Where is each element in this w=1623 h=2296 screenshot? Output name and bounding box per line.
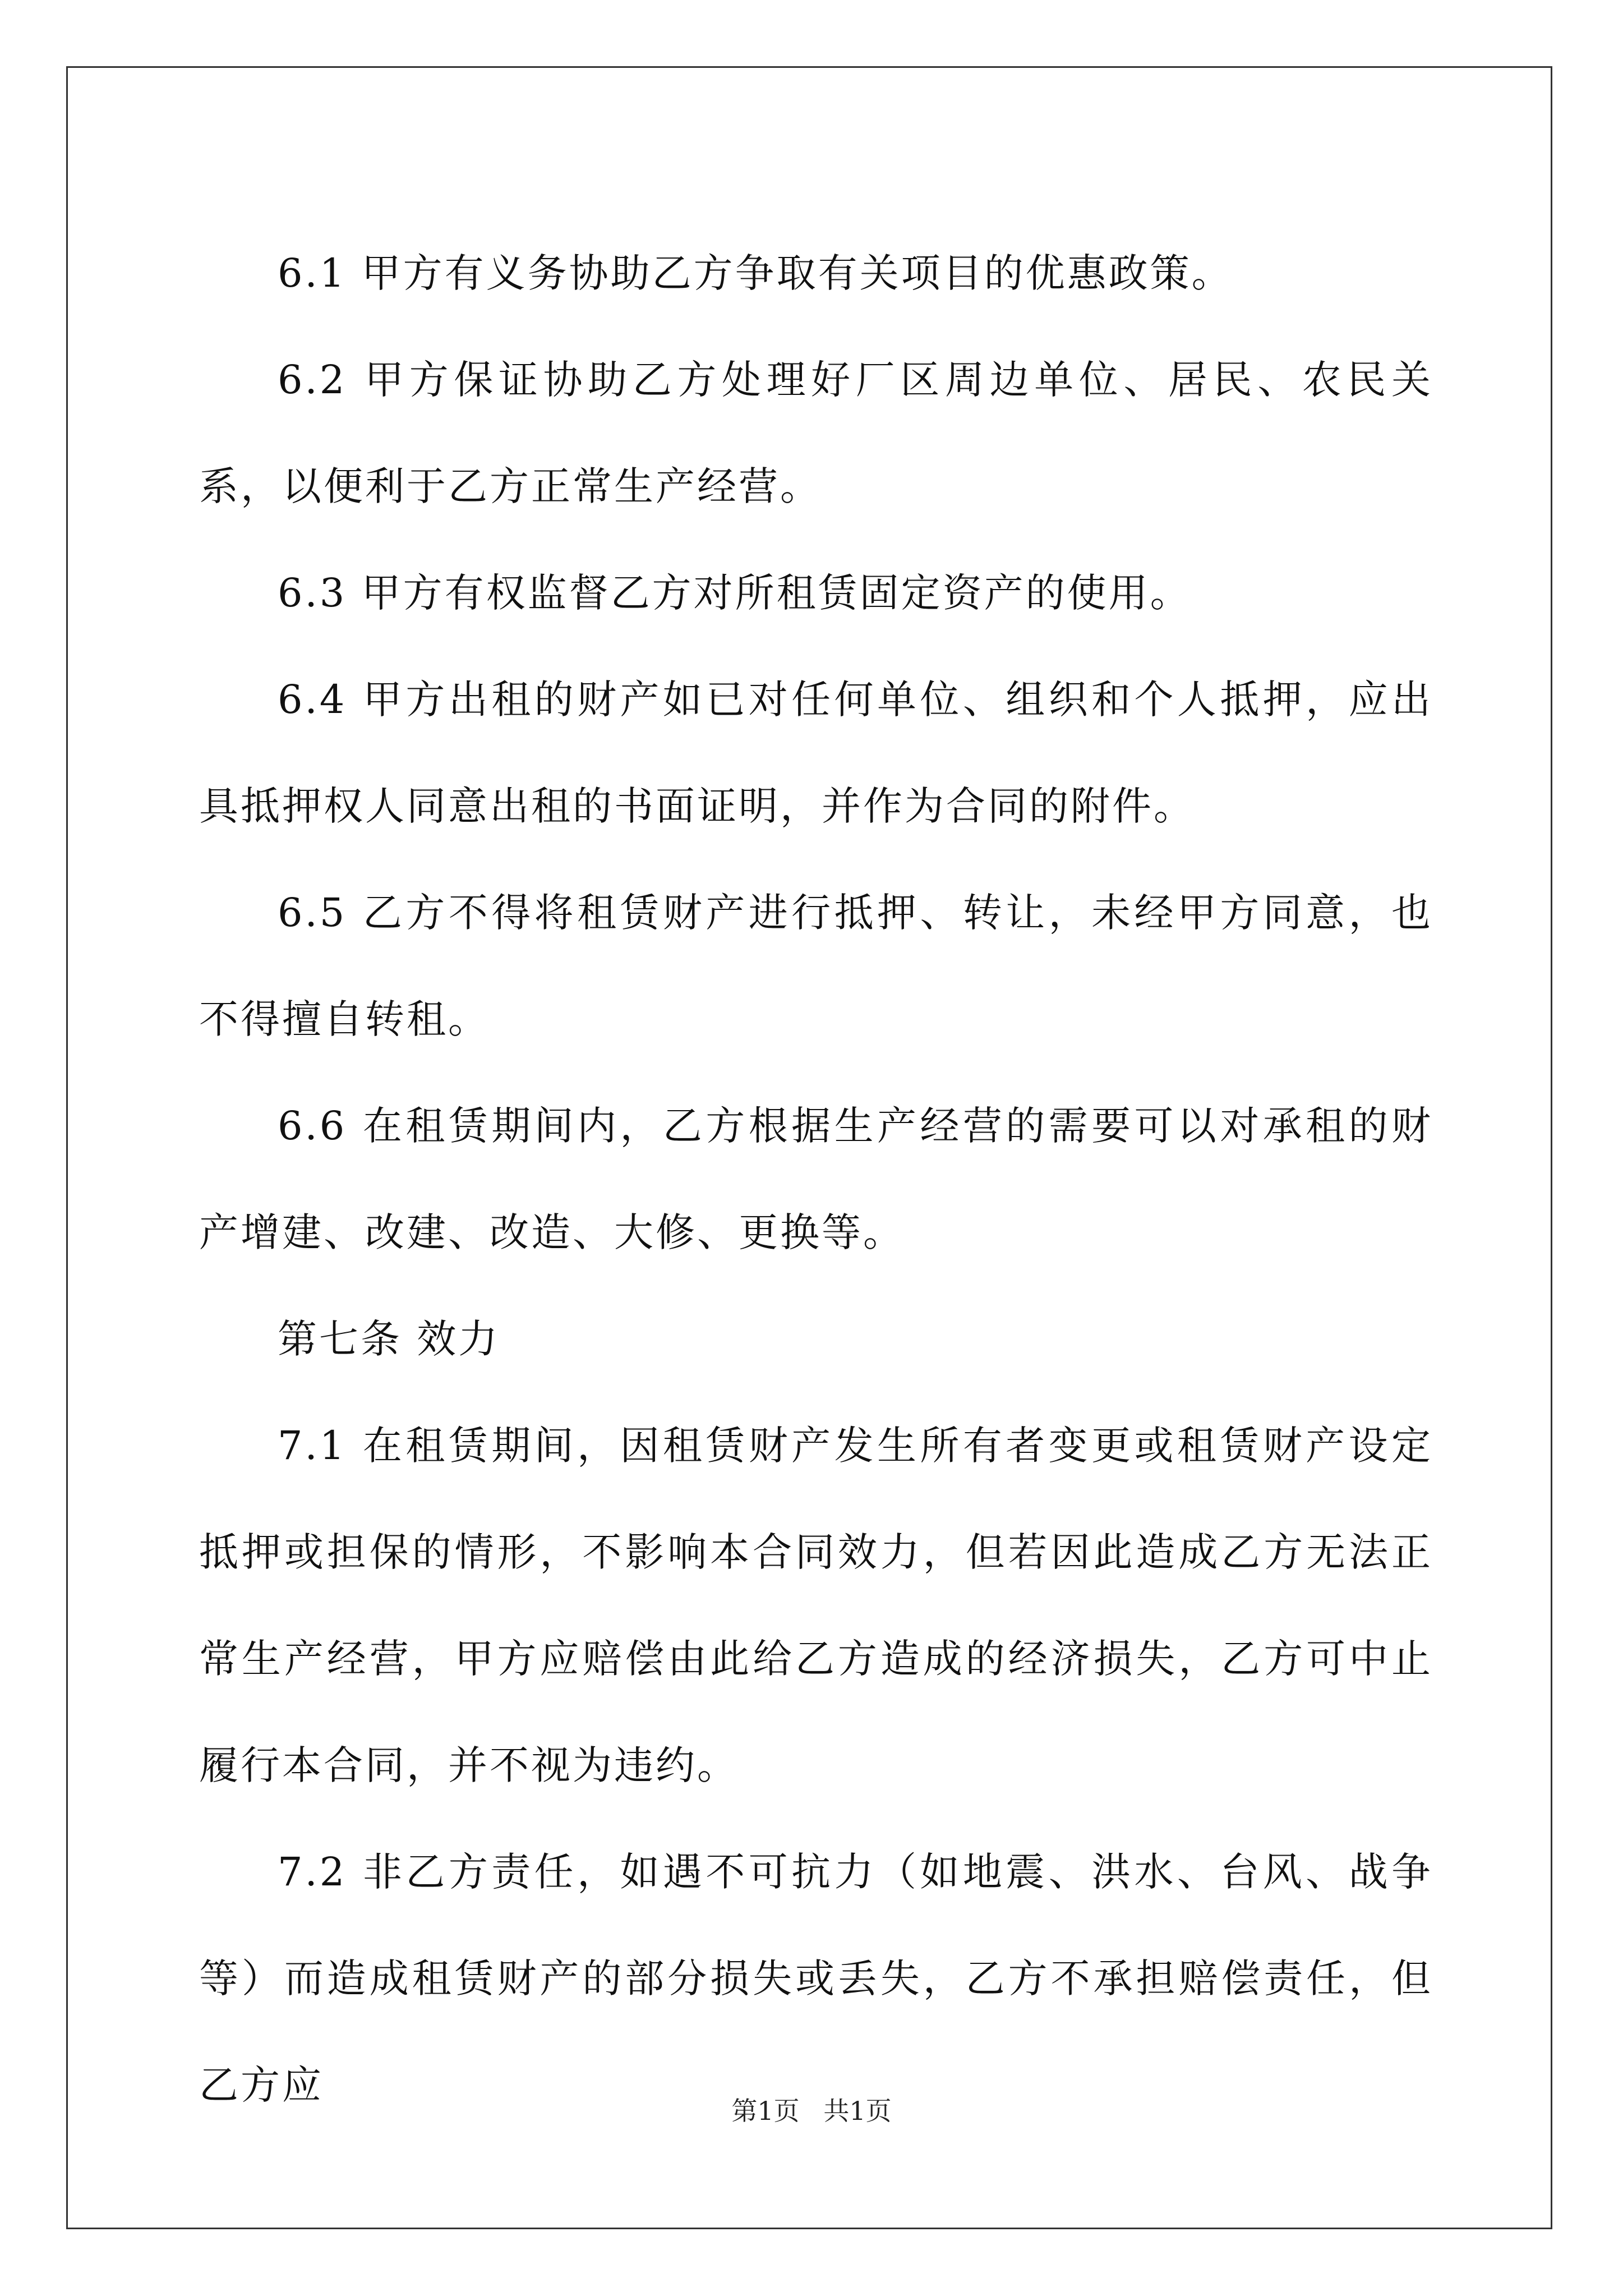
clause-6-3: 6.3 甲方有权监督乙方对所租赁固定资产的使用。 <box>278 570 1192 616</box>
page-total: 共1页 <box>823 2096 892 2126</box>
clause-6-6: 6.6 在租赁期间内，乙方根据生产经营的需要可以对承租的财产增建、改建、改造、大修、更换等。 <box>199 1103 1433 1255</box>
clause-7-2: 7.2 非乙方责任，如遇不可抗力（如地震、洪水、台风、战争等）而造成租赁财产的部分损失或丢失，乙方不承担赔偿责任，但乙方应 <box>199 1849 1433 2108</box>
clause-7-1: 7.1 在租赁期间，因租赁财产发生所有者变更或租赁财产设定抵押或担保的情形，不影响本合同效力，但若因此造成乙方无法正常生产经营，甲方应赔偿由此给乙方造成的经济损失，乙方可中止履行本合同，并不视为违约。 <box>199 1423 1433 1788</box>
document-body <box>199 220 1433 2138</box>
clause-6-4: 6.4 甲方出租的财产如已对任何单位、组织和个人抵押，应出具抵押权人同意出租的书面证明，并作为合同的附件。 <box>199 677 1433 829</box>
page-number: 第1页 <box>731 2096 800 2126</box>
clause-6-1: 6.1 甲方有义务协助乙方争取有关项目的优惠政策。 <box>278 250 1233 296</box>
page-footer <box>0 2091 1623 2128</box>
clause-6-2: 6.2 甲方保证协助乙方处理好厂区周边单位、居民、农民关系，以便利于乙方正常生产经营。 <box>199 357 1433 509</box>
article-7-heading: 第七条 效力 <box>278 1316 500 1362</box>
clause-6-5: 6.5 乙方不得将租赁财产进行抵押、转让，未经甲方同意，也不得擅自转租。 <box>199 890 1433 1042</box>
